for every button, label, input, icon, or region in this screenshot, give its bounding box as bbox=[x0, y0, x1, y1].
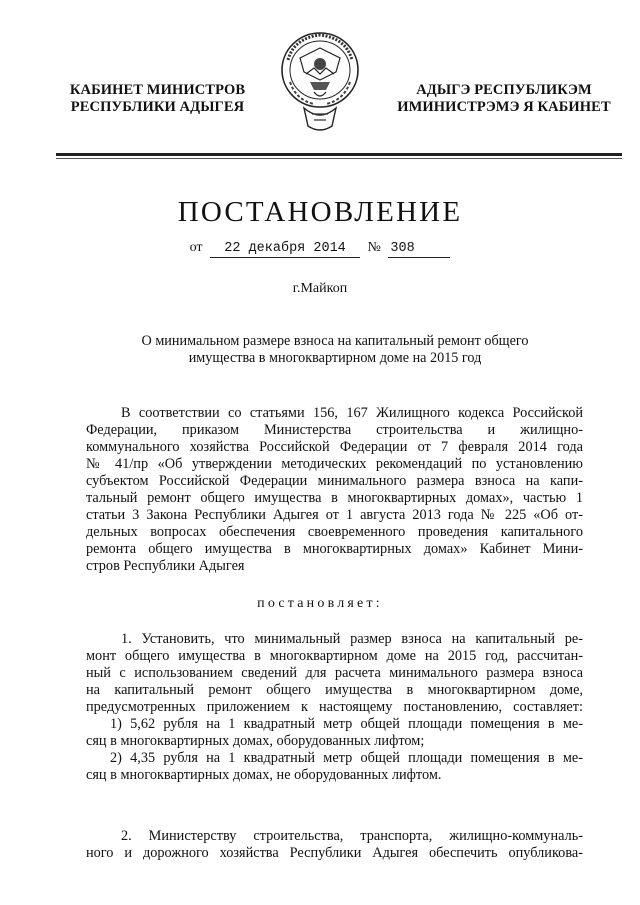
text-line: субъектом Российской Федерации минимального размера взноса на капи- bbox=[86, 473, 583, 489]
text-line: дельных вопросах обеспечения своевременного проведения капитального bbox=[86, 524, 583, 540]
text-line: предусмотренных приложением к настоящему постановлению, составляет: bbox=[86, 699, 583, 715]
date-prefix: от bbox=[189, 240, 203, 255]
clause-2 bbox=[86, 828, 583, 862]
text-line: № 41/пр «Об утверждении методических рекомендаций по установлению bbox=[86, 456, 583, 472]
header-divider-thick bbox=[56, 153, 622, 156]
clause-1 bbox=[86, 631, 583, 784]
text-line: стров Республики Адыгея bbox=[86, 558, 245, 574]
coat-of-arms-icon bbox=[274, 30, 366, 140]
number-field: 308 bbox=[388, 241, 450, 258]
date-field: 22 декабря 2014 bbox=[210, 241, 360, 258]
issuer-line: КАБИНЕТ МИНИСТРОВ bbox=[69, 82, 246, 98]
city: г.Майкоп bbox=[292, 281, 348, 296]
preamble-paragraph bbox=[86, 405, 583, 575]
text-line: сяц в многоквартирных домах, не оборудованных лифтом. bbox=[86, 767, 442, 783]
text-line: 2) 4,35 рубля на 1 квадратный метр общей площади помещения в ме- bbox=[110, 750, 583, 766]
issuer-line: ИМИНИСТРЭМЭ Я КАБИНЕТ bbox=[397, 99, 611, 115]
issuer-line: АДЫГЭ РЕСПУБЛИКЭМ bbox=[416, 82, 592, 98]
number-label: № bbox=[367, 240, 381, 255]
text-line: ный с использованием сведений для расчета минимального размера взноса bbox=[86, 665, 583, 681]
issuer-name-russian bbox=[55, 82, 260, 116]
text-line: статьи 3 Закона Республики Адыгея от 1 августа 2013 года № 225 «Об от- bbox=[86, 507, 583, 523]
issuer-name-adyghe bbox=[388, 82, 620, 116]
text-line: 1) 5,62 рубля на 1 квадратный метр общей площади помещения в ме- bbox=[110, 716, 583, 732]
text-line: 1. Установить, что минимальный размер взноса на капитальный ре- bbox=[121, 631, 583, 647]
text-line: Федерации, приказом Министерства строительства и жилищно- bbox=[86, 422, 583, 438]
text-line: коммунального хозяйства Российской Федерации от 7 февраля 2014 года bbox=[86, 439, 583, 455]
text-line: 2. Министерству строительства, транспорта, жилищно-коммуналь- bbox=[121, 828, 583, 844]
text-line: В соответствии со статьями 156, 167 Жилищного кодекса Российской bbox=[121, 405, 583, 421]
text-line: сяц в многоквартирных домах, оборудованных лифтом; bbox=[86, 733, 425, 749]
resolve-word: постановляет: bbox=[257, 596, 383, 611]
document-subject bbox=[110, 333, 560, 367]
text-line: ремонта общего имущества в многоквартирных домах» Кабинет Мини- bbox=[86, 541, 583, 557]
header-divider-thin bbox=[56, 158, 622, 159]
issuer-line: РЕСПУБЛИКИ АДЫГЕЯ bbox=[70, 99, 245, 115]
date-number-line bbox=[0, 240, 640, 258]
text-line: монт общего имущества в многоквартирном доме на 2015 год, рассчитан- bbox=[86, 648, 583, 664]
document-title: ПОСТАНОВЛЕНИЕ bbox=[177, 196, 463, 228]
text-line: на капитальный ремонт общего имущества в многоквартирном доме, bbox=[86, 682, 583, 698]
subject-line: имущества в многоквартирном доме на 2015 год bbox=[188, 350, 482, 366]
subject-line: О минимальном размере взноса на капитальный ремонт общего bbox=[141, 333, 529, 349]
text-line: ного и дорожного хозяйства Республики Адыгея обеспечить опубликова- bbox=[86, 845, 583, 861]
text-line: тальный ремонт общего имущества в многоквартирных домах», частью 1 bbox=[86, 490, 583, 506]
